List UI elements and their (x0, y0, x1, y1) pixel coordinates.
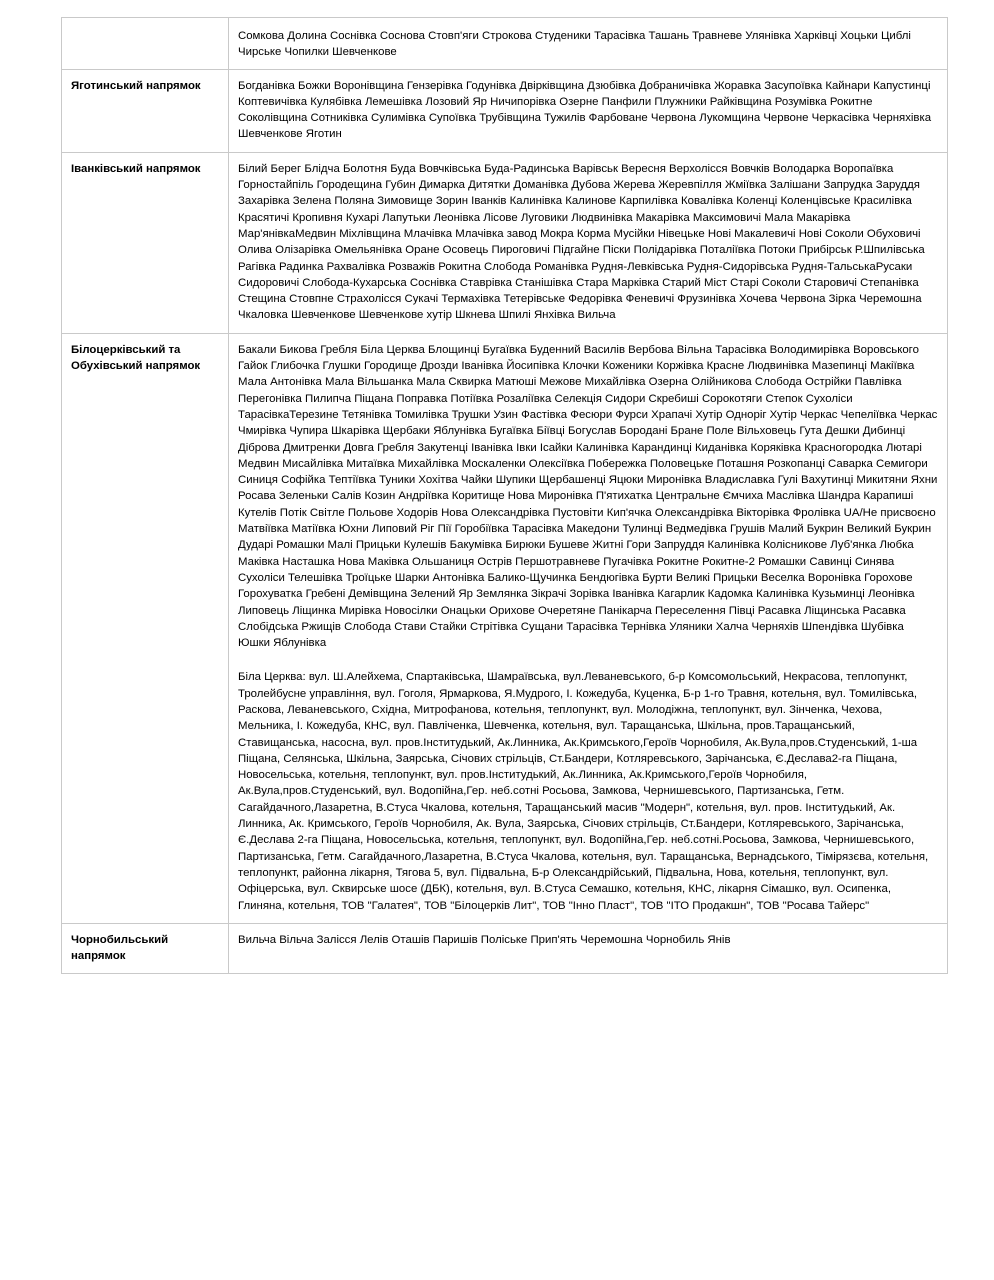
streets-list: Біла Церква: вул. Ш.Алейхема, Спартаківська, Шамраївська, вул.Леваневського, б-р Комсомольський, Некрасова, теплопункт, Тролейбусне управління, вул. Гоголя, Ярмаркова, Я.Мудрого, І. Кожедуба, Куценка, Б-р 1-го Травня, котельня, вул. Томилівська, Раскова, Леваневського, Східна, Митрофанова, котельня, теплопункт, вул. Молодіжна, теплопункт, вул. Зінченка, Чехова, Мельника, І. Кожедуба, КНС, вул. Павліченка, Шевченка, котельня, вул. Таращанська, Шкільна, пров.Таращанський, Ставищанська, насосна, вул. пров.Інститудький, Ак.Линника, Ак.Кримського,Героїв Чорнобиля, Ак.Вула,пров.Студенський, 1-ша Піщана, Селянська, Шкільна, Заярська, Січових стрільців, Ст.Бандери, Котляревського, Зарічанська, Є.Деслава2-га Піщана, Новосельська, котельня, теплопункт, вул. пров.Інститудький, Ак.Линника, Ак.Кримського,Героїв Чорнобиля, Ак.Вула,пров.Студенський, вул. Водопійна,Гер. неб.сотні Росьова, Замкова, Чернишевського, Партизанська, Гетм. Сагайдачного,Лазаретна, В.Стуса Чкалова, котельня, Таращанський масив "Модерн", котельня, вул. пров. Інститудький, Ак. Линника, Ак. Кримського, Героїв Чорнобиля, Ак. Вула, Заярська, Січових стрільців, Ст.Бандери, Котляревського, Зарічанська, Є.Деслава 2-га Піщана, Новосельська, котельня, теплопункт, вул. Водопійна,Гер. неб.сотні.Росьова, Замкова, Чернишевського, Партизанська, Гетм. Сагайдачного,Лазаретна, В.Стуса Чкалова, котельня, вул. Таращанська, Вернадського, Тімірязєва, котельня, теплопункт, районна лікарня, Тягова 5, вул. Підвальна, Б-р Олександрійський, Підвальна, Нова, котельня, теплопункт, вул. Офіцерська, вул. Сквирське шосе (ДБК), котельня, вул. В.Стуса Семашко, котельня, КНС, лікарня Сімашко, вул. Осипенка, Глиняна, котельня, ТОВ "Галатея", ТОВ "Білоцерків Лит", ТОВ "Інно Пласт", ТОВ "ІТО Продакшн", ТОВ "Росава Тайерс" (238, 671, 929, 912)
places-list: Білий Берег Блідча Болотня Буда Вовчківська Буда-Радинська Варівськ Вересня Верхолісся Вовчків Володарка Воропаївка Горностайпіль Городещина Губин Димарка Дитятки Доманівка Дубова Жерева Жеревпілля Жміївка Залішани Запрудка Заруддя Захарівка Зелена Поляна Зимовище Зорин Іванків Калинівка Калинове Карпилівка Ковалівка Коленці Коленцівське Красилівка Красятичі Кропивня Кухарі Лапутьки Леонівка Лісове Луговики Людвинівка Макарівка Максимовичі Мала Макарівка Мар'янівкаМедвин Міхлівщина Млачівка Млачівка завод Мокра Корма Мусійки Нівецьке Нові Макалевичі Нові Соколи Обуховичі Олива Олізарівка Омельянівка Оране Осовець Пироговичі Підгайне Піски Полідарівка Поталіївка Потоки Прибірськ Р.Шпилівська Рагівка Радинка Рахвалівка Розважів Рокитна Слобода Романівка Рудня-Левківська Рудня-Сидорівська Рудня-ТальськаРусаки Сидоровичі Слобода-Кухарська Соснівка Ставрівка Станішівка Стара Марківка Старий Міст Старі Соколи Старовичі Степанівка Стещина Стовпне Страхолісся Сукачі Термахівка Тетерівське Федорівка Феневичі Фрузинівка Хочева Червона Зірка Черемошна Чкаловка Шевченкове Шевченкове хутір Шкнева Шпилі Янхівка Вильча (229, 152, 948, 333)
directions-table (61, 17, 948, 974)
direction-name: Білоцерківський та Обухівський напрямок (62, 333, 229, 923)
table-row (62, 923, 948, 974)
direction-name (62, 18, 229, 70)
places-list: Сомкова Долина Соснівка Соснова Стовп'яги Строкова Студеники Тарасівка Ташань Травневе Улянівка Харківці Хоцьки Циблі Чирське Чопилки Шевченкове (229, 18, 948, 70)
direction-name: Іванківський напрямок (62, 152, 229, 333)
places-list: Вильча Вільча Залісся Лелів Оташів Паришів Поліське Прип'ять Черемошна Чорнобиль Янів (229, 923, 948, 974)
table-row (62, 152, 948, 333)
places-list: Богданівка Божки Воронівщина Гензерівка Годунівка Двірківщина Дзюбівка Добраничівка Жоравка Засупоївка Кайнари Капустинці Коптевичівка Кулябівка Лемешівка Лозовий Яр Ничипорівка Озерне Панфили Плужники Райківщина Розумівка Рокитне Соколівщина Сотниківка Сулимівка Супоївка Трубівщина Тужилів Фарбоване Червона Лукомщина Червоне Черкасівка Черняхівка Шевченкове Яготин (229, 69, 948, 152)
direction-name: Яготинський напрямок (62, 69, 229, 152)
table-row (62, 69, 948, 152)
direction-name: Чорнобильський напрямок (62, 923, 229, 974)
table-row (62, 333, 948, 923)
table-row (62, 18, 948, 70)
outage-schedule-page (61, 17, 938, 974)
places-cell (229, 333, 948, 923)
places-list: Бакали Бикова Гребля Біла Церква Блощинці Бугаївка Буденний Василів Вербова Вільна Тарасівка Володимирівка Воровського Гайок Глибочка Глушки Городище Дрозди Іванівка Йосипівка Клочки Коженики Коржівка Красне Людвинівка Мазепинці Макіївка Мала Антонівка Мала Вільшанка Мала Сквирка Матюші Межове Михайлівка Озерна Олійникова Слобода Острійки Павлівка Перегонівка Пилипча Піщана Поправка Потіївка Розаліївка Селекція Сидори Скребиші Сорокотяги Степок Сухоліси ТарасівкаТерезине Тетянівка Томилівка Трушки Узин Фастівка Фесюри Фурси Храпачі Хутір Одноріг Хутір Черкас Чепеліївка Черкас Чмирівка Чупира Шкарівка Щербаки Яблунівка Бугаївка Біївці Богуслав Бородані Бране Поле Вільховець Гута Дешки Дибинці Діброва Дмитренки Довга Гребля Закутенці Іванівка Івки Ісайки Калинівка Карандинці Киданівка Коряківка Красногородка Лютарі Медвин Мисайлівка Митаївка Михайлівка Москаленки Олексіївка Побережка Половецьке Поташня Розкопанці Саварка Семигори Синиця Софійка Тептіївка Туники Хохітва Чайки Шупики Щербашенці Яцюки Миронівка Владиславка Гулі Вахутинці Микитяни Яхни Росава Зеленьки Салів Козин Андріївка Коритище Нова Миронівка П'ятихатка Центральне Ємчиха Маслівка Шандра Карапиші Кутелів Потік Світле Польове Ходорів Нова Олександрівка Пустовіти Кип'ячка Олександрівка Вікторівка Фролівка UA/Не присвоєно Матвіївка Матіївка Юхни Липовий Ріг Пії Горобіївка Тарасівка Македони Тулинці Ведмедівка Грушів Малий Букрин Великий Букрин Дударі Ромашки Малі Прицьки Кулешів Бакумівка Бирюки Бушеве Житні Гори Запруддя Калинівка Колісникове Луб'янка Любка Маківка Насташка Нова Маківка Ольшаниця Острів Першотравневе Пугачівка Рокитне Рокитне-2 Ромашки Савинці Синява Сухоліси Телешівка Троїцьке Шарки Антонівка Балико-Щучинка Бендюгівка Бурти Великі Прицьки Веселка Воронівка Горохове Горохуватка Гребені Демівщина Зелений Яр Землянка Зікрачі Зорівка Іванівка Кагарлик Кадомка Калинівка Кузьминці Леонівка Липовець Ліщинка Мирівка Новосілки Онацьки Орихове Очеретяне Панікарча Переселення Півці Расавка Ліщинська Расавка Слобідська Ржищів Слобода Стави Стайки Стрітівка Сущани Тарасівка Тернівка Уляники Халча Черняхів Шпендівка Шубівка Юшки Яблунівка (238, 343, 938, 650)
